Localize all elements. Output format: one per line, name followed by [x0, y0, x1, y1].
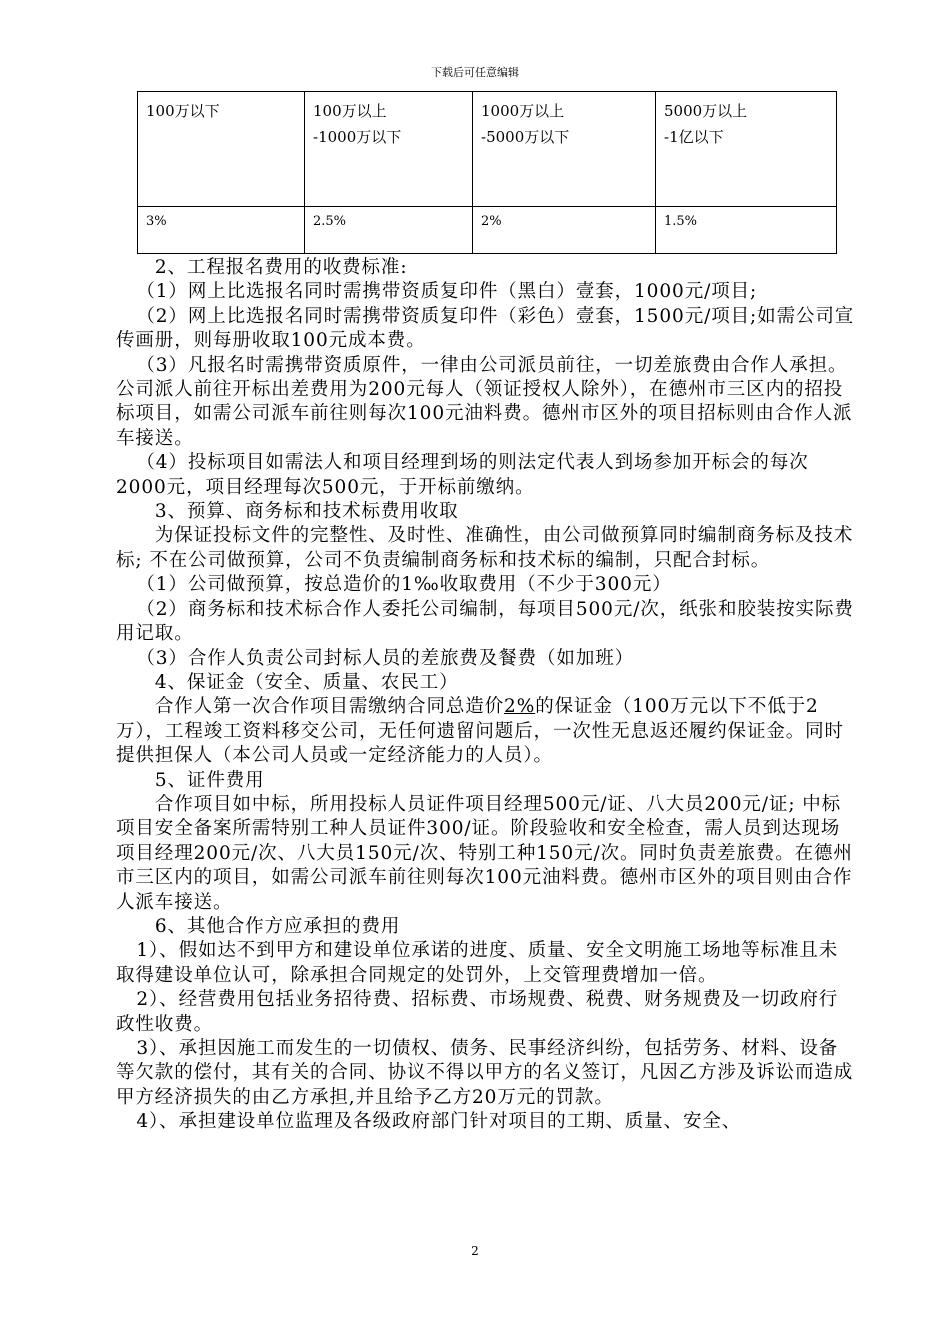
table-row-ranges: [138, 92, 837, 207]
paragraph: 为保证投标文件的完整性、及时性、准确性，由公司做预算同时编制商务标及技术标; 不在公司做预算，公司不负责编制商务标和技术标的编制，只配合封标。: [116, 525, 854, 571]
range-line: -1000万以下: [313, 128, 402, 146]
page-number: 2: [471, 1244, 479, 1258]
range-line: 100万以上: [313, 102, 387, 120]
paragraph: 2）、经营费用包括业务招待费、招标费、市场规费、税费、财务规费及一切政府行政性收费。: [116, 989, 839, 1035]
paragraph: 2、工程报名费用的收费标准:: [154, 257, 408, 278]
range-line: -5000万以下: [481, 128, 570, 146]
paragraph: 5、证件费用: [154, 769, 265, 791]
range-line: -1亿以下: [664, 128, 724, 146]
paragraph: 4、保证金（安全、质量、农民工）: [154, 671, 459, 693]
fee-rate-table: [137, 91, 837, 254]
document-body: [116, 256, 856, 1135]
paragraph: （4）投标项目如需法人和项目经理到场的则法定代表人到场参加开标会的每次2000元，项目经理每次500元，于开标前缴纳。: [116, 452, 809, 498]
paragraph: 1）、假如达不到甲方和建设单位承诺的进度、质量、安全文明施工场地等标准且未取得建设单位认可，除承担合同规定的处罚外，上交管理费增加一倍。: [116, 940, 839, 986]
paragraph: 3、预算、商务标和技术标费用收取: [154, 501, 459, 523]
rate-cell: 2%: [473, 207, 656, 254]
paragraph: （3）凡报名时需携带资质原件，一律由公司派员前往，一切差旅费由合作人承担。公司派人前往开标出差费用为200元每人（领证授权人除外），在德州市三区内的招投标项目，如需公司派车前往则每次100元油料费。德州市区外的项目招标则由合作人派车接送。: [116, 354, 853, 449]
paragraph: （3）合作人负责公司封标人员的差旅费及餐费（如加班）: [136, 647, 635, 669]
paragraph: 3）、承担因施工而发生的一切债权、债务、民事经济纠纷，包括劳务、材料、设备等欠款的偿付，其有关的合同、协议不得以甲方的名义签订，凡因乙方涉及诉讼而造成甲方经济损失的由乙方承担,并且给予乙方20万元的罚款。: [116, 1038, 854, 1108]
rate-cell: 3%: [138, 207, 305, 254]
range-cell: [138, 92, 305, 207]
range-line: 100万以下: [146, 102, 220, 120]
range-line: 1000万以上: [481, 102, 565, 120]
paragraph-text: 合作人第一次合作项目需缴纳合同总造价: [154, 696, 505, 718]
table-row-rates: [138, 207, 837, 254]
paragraph-text: 的保证金（100万元以下不低于2万），工程竣工资料移交公司，无任何遗留问题后，一次性无息返还履约保证金。同时提供担保人（本公司人员或一定经济能力的人员）。: [116, 696, 844, 767]
paragraph: （1）网上比选报名同时需携带资质复印件（黑白）壹套，1000元/项目;: [136, 281, 758, 303]
paragraph: 6、其他合作方应承担的费用: [154, 915, 401, 937]
range-cell: [656, 92, 837, 207]
range-cell: [473, 92, 656, 207]
paragraph: （2）商务标和技术标合作人委托公司编制，每项目500元/次，纸张和胶装按实际费用记取。: [116, 598, 854, 645]
underlined-value: 2%: [504, 696, 536, 718]
paragraph: （1）公司做预算，按总造价的1‰收取费用（不少于300元）: [136, 574, 672, 596]
page-header: 下载后可任意编辑: [431, 66, 519, 79]
rate-cell: 2.5%: [305, 207, 473, 254]
paragraph: 合作项目如中标，所用投标人员证件项目经理500元/证、八大员200元/证; 中标项目安全备案所需特别工种人员证件300/证。阶段验收和安全检查，需人员到达现场项目经理200元/次、八大员150元/次、特别工种150元/次。同时负责差旅费。在德州市三区内的项目，如需公司派车前往则每次100元油料费。德州市区外的项目则由合作人派车接送。: [116, 793, 853, 913]
paragraph: [116, 695, 856, 768]
range-line: 5000万以上: [664, 102, 748, 120]
rate-cell: 1.5%: [656, 207, 837, 254]
paragraph: 4）、承担建设单位监理及各级政府部门针对项目的工期、质量、安全、: [136, 1111, 742, 1133]
paragraph: （2）网上比选报名同时需携带资质复印件（彩色）壹套，1500元/项目;如需公司宣传画册，则每册收取100元成本费。: [116, 305, 855, 352]
range-cell: [305, 92, 473, 207]
